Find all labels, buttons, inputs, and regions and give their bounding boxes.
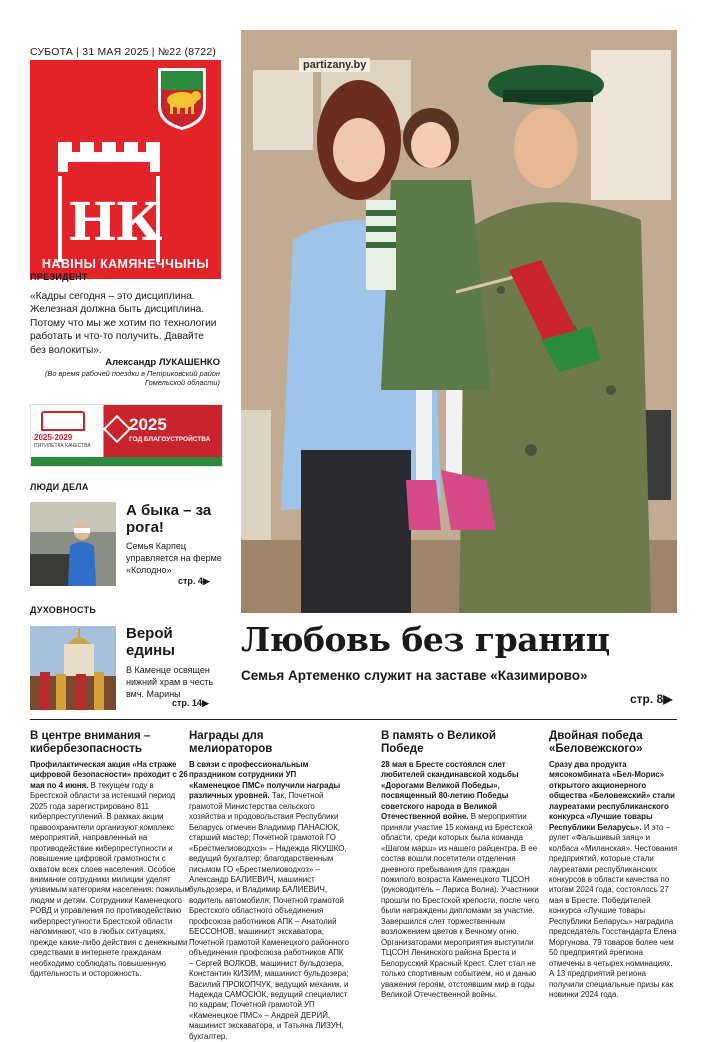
news-lead: Профилактическая акция «На страже цифровой безопасности» проходит с 26 мая по 4 июня. bbox=[30, 760, 188, 790]
dateline: СУБОТА | 31 МАЯ 2025 | №22 (8722) bbox=[30, 46, 217, 58]
banner-caption: ГОД БЛАГОУСТРОЙСТВА bbox=[129, 436, 211, 443]
people-page-label: стр. 4 bbox=[178, 576, 203, 586]
photo-sign: partizany.by bbox=[299, 58, 370, 72]
arrow-right-icon: ▶ bbox=[201, 698, 209, 708]
news-title: В центре внимания – кибербезопасность bbox=[30, 730, 151, 755]
news-body: Так, Почетной грамотой Министерства сельского хозяйства и продовольствия Республики Беларусь отмечен Владимир ПАНАСЮК, старший мастер; Почетной грамотой ГО «Брестмелиоводхоз» – Надежда ЯКУШКО, ведущий бухгалтер; благодарственным письмом ГО «Брестмелиоводхоз» – Александр БАЛИЕВИЧ, машинист бульдозера, и Владимир БАЛИЕВИЧ, водитель автомобиля; Почетной грамотой Брестского областного объединения профсоюза работников АПК – Анатолий БЕССОНОВ, машинист экскаватора; Почетной грамотой Каменецкого районного объединения профсоюза работников АПК – Сергей ВОЛКОВ, машинист бульдозера, Константин КИЗИМ, машинист бульдозера; Василий ПРОКОПЧУК, ведущий механик, и Надежда САМОСЮК, ведущий специалист по кадрам; Почетной грамотой УП «Каменецкое ПМС» – Андрей ДЕРИЙ, машинист экскаватора, и Татьяна ЛИЗУН, бухгалтер. bbox=[189, 791, 349, 1041]
news-column-1 bbox=[30, 730, 190, 980]
section-president: ПРЕЗИДЕНТ bbox=[30, 272, 88, 282]
divider bbox=[30, 719, 677, 720]
news-body: И это – рулет «Фальшивый заяц» и колбаса «Миланская». Честования предприятий, которые стали лауреатами республиканских конкурсов в области качества по итогам 2024 года, состоялось 27 мая в Бресте. Победителей конкурса «Лучшие товары Республики Беларусь» наградила председатель Госстандарта Елена Моргунова. 79 товаров более чем 50 предприятий #региона отмечены в четырех номинациях. А 13 предприятий региона получили специальные призы как новинки 2024 года. bbox=[549, 822, 678, 999]
main-headline: Любовь без границ bbox=[241, 620, 610, 659]
arrow-right-icon: ▶ bbox=[663, 692, 673, 706]
section-people: ЛЮДИ ДЕЛА bbox=[30, 482, 89, 492]
people-title: А быка – за рога! bbox=[126, 502, 212, 536]
paper-name: НАВІНЫ КАМЯНЕЧЧЫНЫ bbox=[42, 257, 209, 271]
news-title: В память о Великой Победе bbox=[381, 730, 496, 755]
banner-left-caption: ПЯТИЛЕТКА КАЧЕСТВА bbox=[34, 443, 91, 449]
quality-mark-icon bbox=[41, 411, 85, 431]
news-lead: В связи с профессиональным праздником сотрудники УП «Каменецкое ПМС» получили награды различных уровней. bbox=[189, 760, 341, 801]
news-title: Награды для мелиораторов bbox=[189, 730, 273, 755]
main-subhead: Семья Артеменко служит на заставе «Казимирово» bbox=[241, 668, 588, 683]
president-quote: «Кадры сегодня – это дисциплина. Железная должна быть дисциплина. Потому что мы же хотим по технологии работать и что-то получить. Давайте без волокиты». bbox=[30, 291, 217, 356]
news-lead: 28 мая в Бресте состоялся слет любителей скандинавской ходьбы «Дорогами Великой Победы», посвященный 80-летию Победы советского народа в Великой Отечественной войне. bbox=[381, 760, 519, 822]
spirit-photo bbox=[30, 626, 116, 710]
news-lead: Сразу два продукта мясокомбината «Бел-Морис» открытого акционерного общества «Беловежский» стали лауреатами республиканского конкурса «Лучшие товары Республики Беларусь». bbox=[549, 760, 676, 832]
news-body: В текущем году в Брестской области за истекший период 2025 года зарегистрировано 811 киберпреступлений. В рамках акции правоохранители организуют комплекс мероприятий, направленный на противодействие киберпреступности и повышение цифровой грамотности с охватом всех слоев населения. Особое внимание сотрудники милиции уделят уязвимым категориям населения: пожилым людям и детям. Сотрудники Каменецкого РОВД и управления по противодействию киберпреступности Брестской области напоминают, что в любых ситуациях, прежде какие-либо действия с денежными средствами в интернете гражданам необходимо соблюдать повышенную бдительность и осторожность. bbox=[30, 780, 190, 979]
spirit-page-label: стр. 14 bbox=[172, 698, 202, 708]
spirit-title: Верой едины bbox=[126, 625, 175, 659]
news-column-3 bbox=[381, 730, 541, 1000]
banner-left-years: 2025-2029 bbox=[34, 433, 73, 442]
people-photo bbox=[30, 502, 116, 586]
masthead-logo bbox=[30, 60, 221, 279]
spirit-page-link[interactable] bbox=[172, 698, 209, 709]
year-banner bbox=[30, 404, 223, 467]
main-page-label: стр. 8 bbox=[630, 692, 664, 706]
people-text: Семья Карпец управляется на ферме «Колодно» bbox=[126, 541, 222, 575]
quote-author: Александр ЛУКАШЕНКО bbox=[105, 357, 220, 368]
news-column-4 bbox=[549, 730, 679, 1000]
coat-of-arms-icon bbox=[154, 66, 210, 132]
main-page-link[interactable] bbox=[630, 692, 672, 706]
logo-letters: НК bbox=[68, 192, 161, 253]
arrow-right-icon: ▶ bbox=[202, 576, 210, 586]
news-column-2 bbox=[189, 730, 349, 1042]
banner-year: 2025 bbox=[129, 415, 167, 434]
quote-note: (Во время рабочей поездки в Петриковский район Гомельской области) bbox=[44, 369, 220, 387]
news-body: В мероприятии приняли участие 15 команд из Брестской области, среди которых была команда «Шагом марш» из нашего райцентра. В ее состав вошли посетители отделения дневного пребывания для граждан пожилого возраста Каменецкого ТЦСОН (руководитель – Лариса Волна). Участники прошли по Брестской крепости, после чего были награждены дипломами за участие. Завершился слет торжественным возложением цветов к Вечному огню. Организаторами мероприятия выступили ТЦСОН Ленинского района Бреста и Белорусский Красный Крест. Слет стал не только спортивным событием, но и данью уважения героям, отстоявшим мир в годы Великой Отечественной войны. bbox=[381, 812, 539, 999]
main-photo bbox=[241, 30, 677, 613]
section-spirit: ДУХОВНОСТЬ bbox=[30, 605, 97, 615]
news-title: Двойная победа «Беловежского» bbox=[549, 730, 643, 755]
people-page-link[interactable] bbox=[178, 576, 210, 587]
spirit-text: В Каменце освящен нижний храм в честь вмч. Марины bbox=[126, 665, 214, 699]
